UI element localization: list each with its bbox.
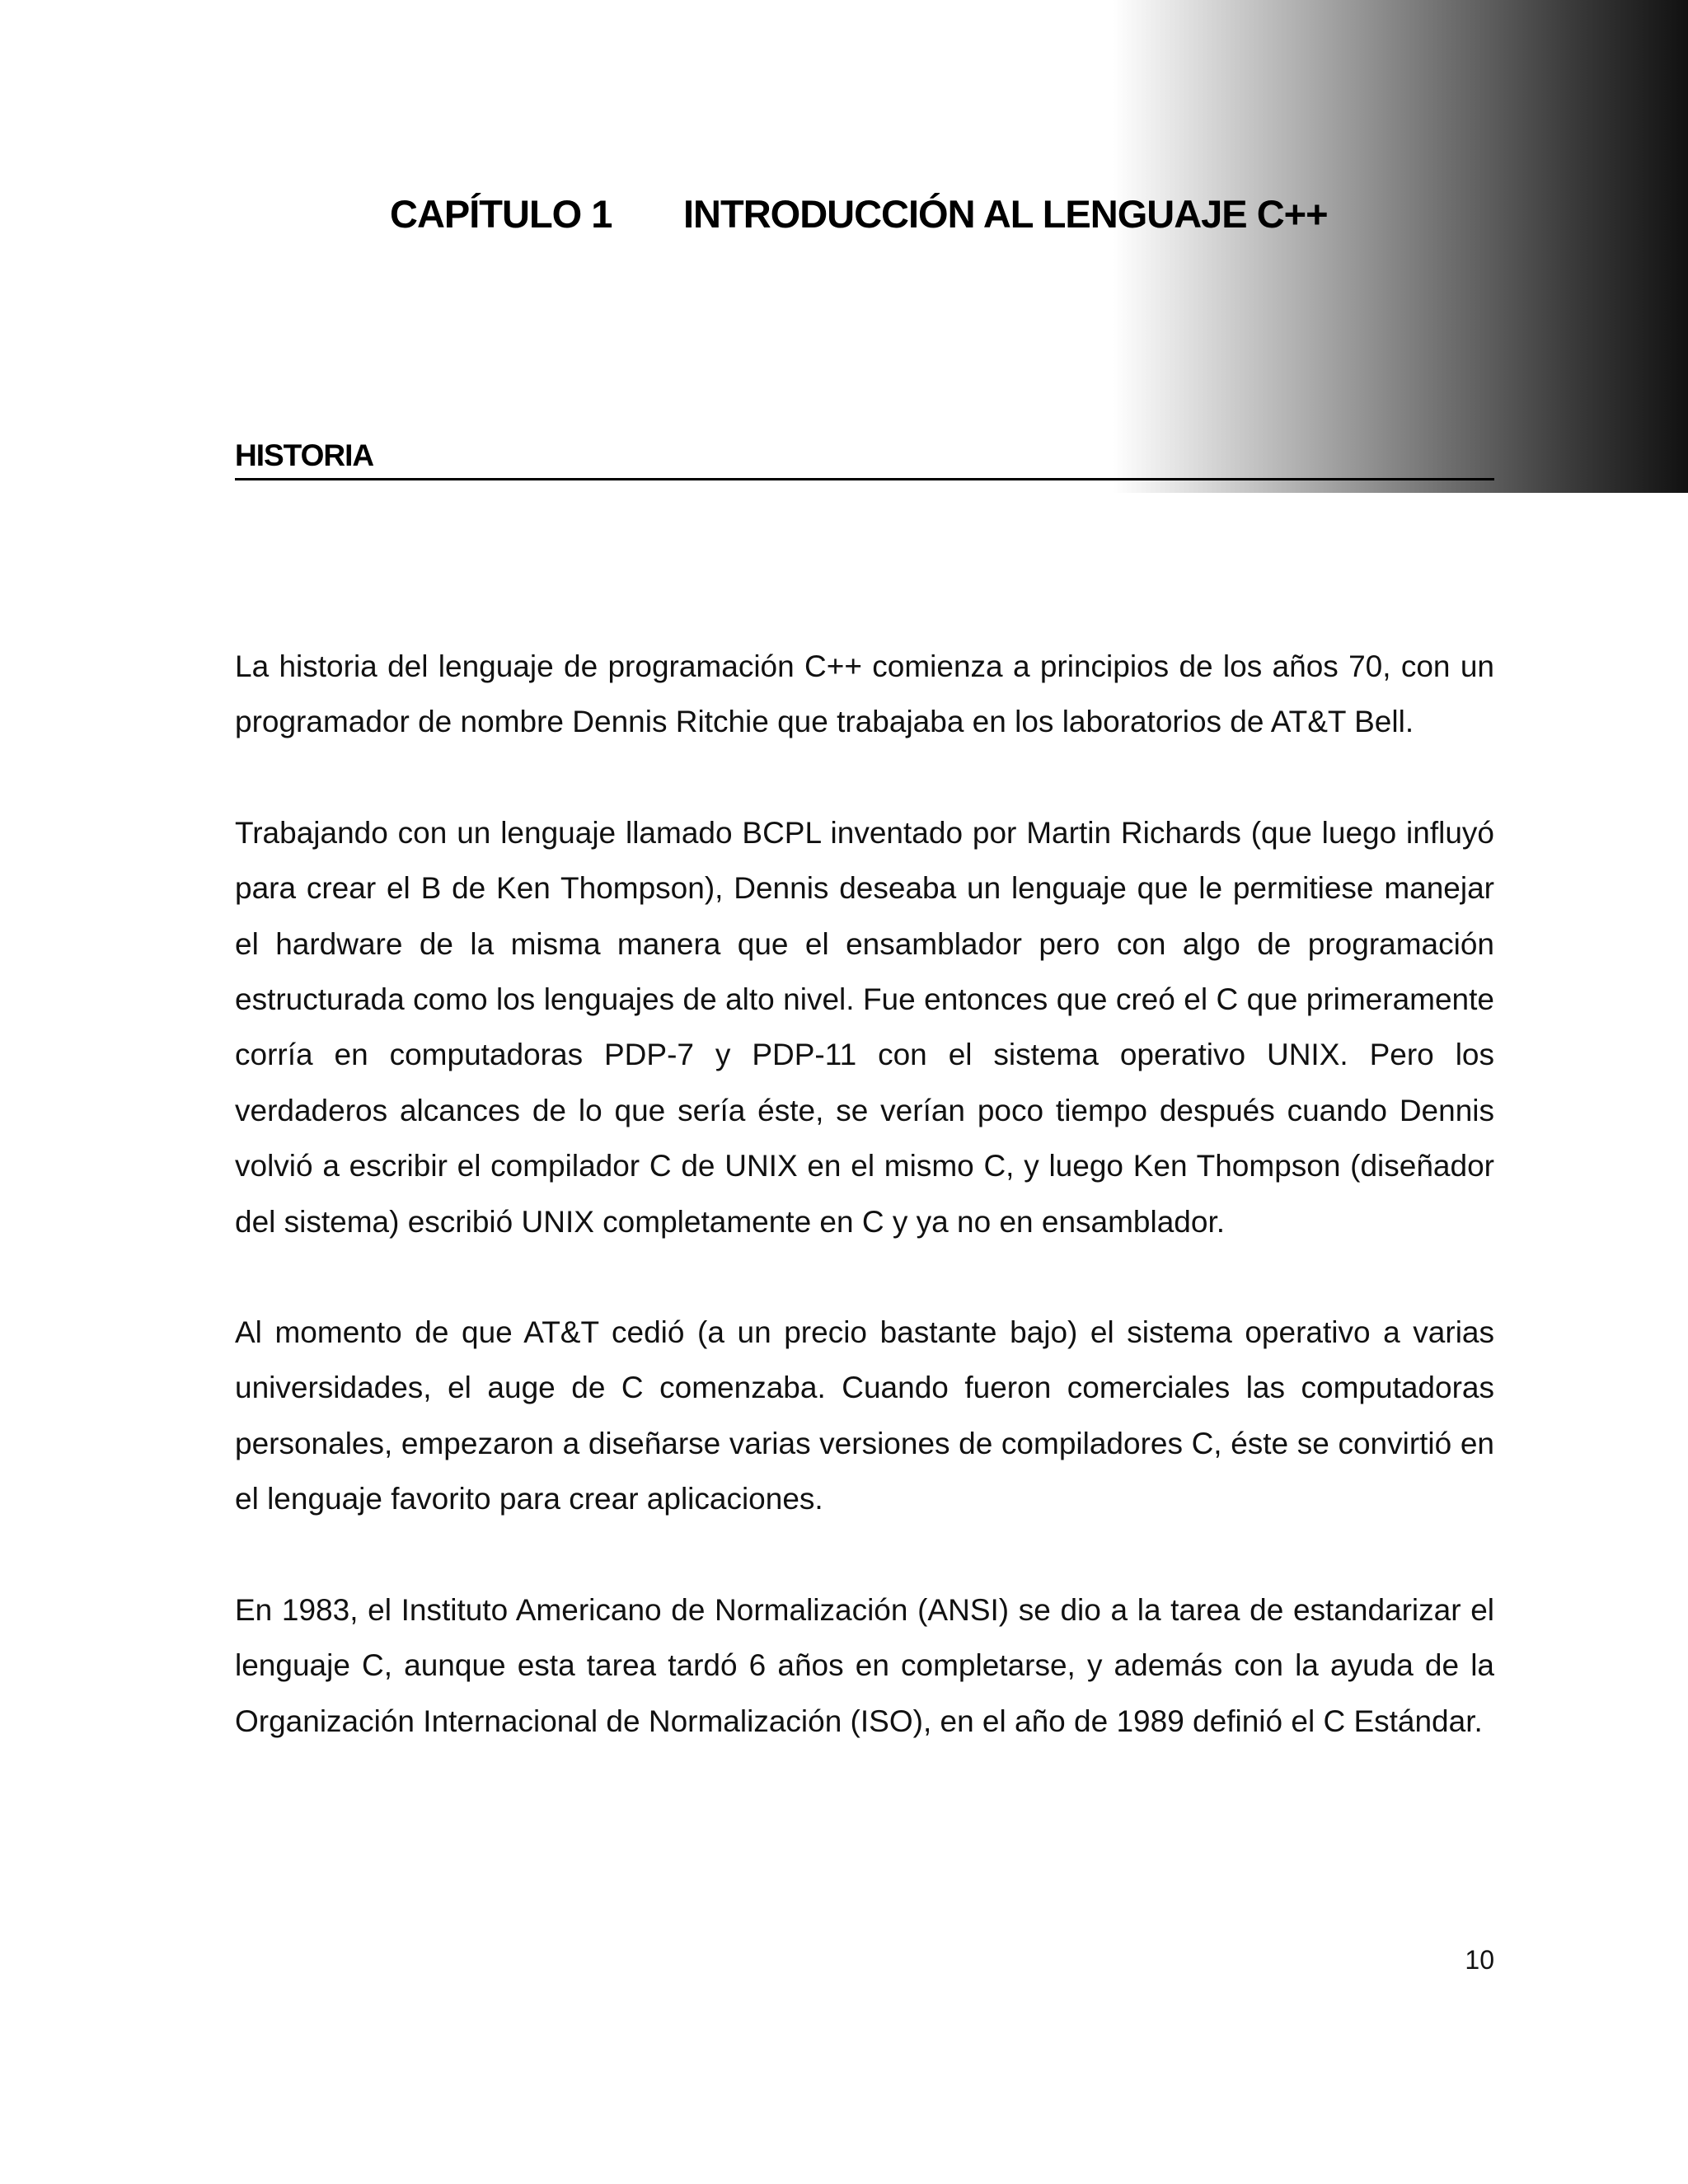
page-number: 10 xyxy=(1465,1945,1494,1975)
paragraph-2: Trabajando con un lenguaje llamado BCPL inventado por Martin Richards (que luego influyó para crear el B de Ken Thompson), Dennis deseaba un lenguaje que le permitiese manejar el hardware de la misma manera que el ensamblador pero con algo de programación estructurada como los lenguajes de alto nivel. Fue entonces que creó el C que primeramente corría en computadoras PDP-7 y PDP-11 con el sistema operativo UNIX. Pero los verdaderos alcances de lo que sería éste, se verían poco tiempo después cuando Dennis volvió a escribir el compilador C de UNIX en el mismo C, y luego Ken Thompson (diseñador del sistema) escribió UNIX completamente en C y ya no en ensamblador. xyxy=(235,815,1494,1239)
body-text xyxy=(235,639,1494,1804)
paragraph-4: En 1983, el Instituto Americano de Normalización (ANSI) se dio a la tarea de estandarizar el lenguaje C, aunque esta tarea tardó 6 años en completarse, y además con la ayuda de la Organización Internacional de Normalización (ISO), en el año de 1989 definió el C Estándar. xyxy=(235,1592,1494,1738)
chapter-title xyxy=(390,191,1544,237)
corner-gradient-decoration xyxy=(1113,0,1688,493)
section-heading: HISTORIA xyxy=(235,438,1494,480)
paragraph-1: La historia del lenguaje de programación C++ comienza a principios de los años 70, con un programador de nombre Dennis Ritchie que trabajaba en los laboratorios de AT&T Bell. xyxy=(235,649,1494,739)
chapter-name: INTRODUCCIÓN AL LENGUAJE C++ xyxy=(683,192,1328,236)
chapter-number: CAPÍTULO 1 xyxy=(390,192,612,236)
paragraph-3: Al momento de que AT&T cedió (a un precio bastante bajo) el sistema operativo a varias universidades, el auge de C comenzaba. Cuando fueron comerciales las computadoras personales, empezaron a diseñarse varias versiones de compiladores C, éste se convirtió en el lenguaje favorito para crear aplicaciones. xyxy=(235,1315,1494,1516)
